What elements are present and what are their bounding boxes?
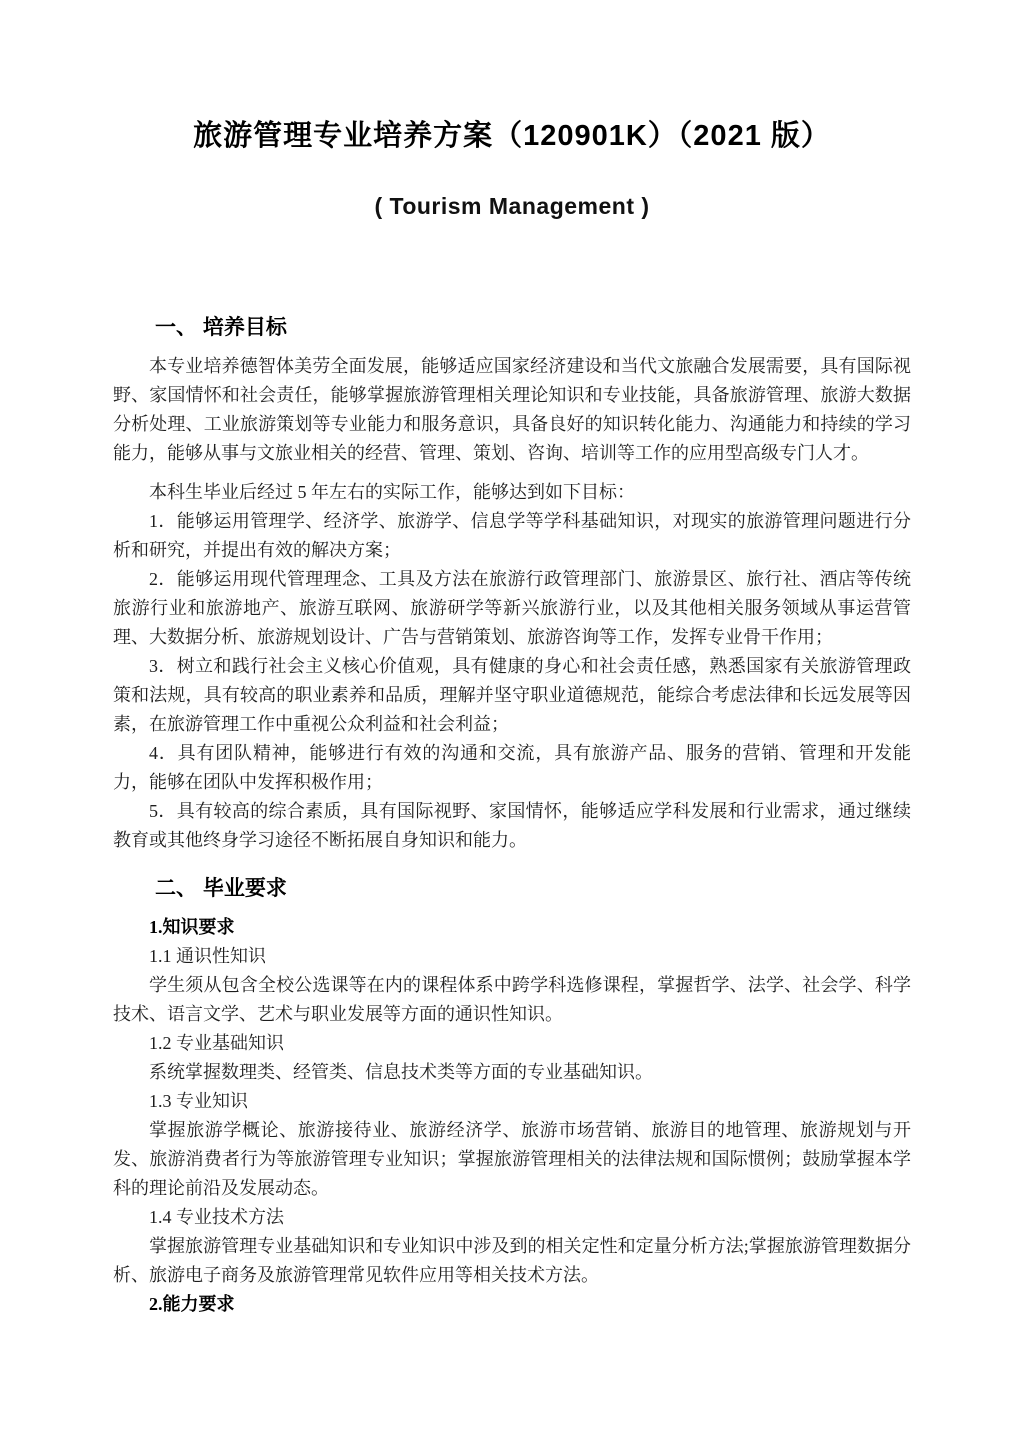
para-professional-knowledge: 掌握旅游学概论、旅游接待业、旅游经济学、旅游市场营销、旅游目的地管理、旅游规划与开发、旅游消费者行为等旅游管理专业知识；掌握旅游管理相关的法律法规和国际惯例；鼓励掌握本学科的理论前沿及发展动态。 bbox=[113, 1120, 911, 1198]
para-general-knowledge: 学生须从包含全校公选课等在内的课程体系中跨学科选修课程，掌握哲学、法学、社会学、科学技术、语言文学、艺术与职业发展等方面的通识性知识。 bbox=[113, 975, 911, 1024]
para-goal-3: 3．树立和践行社会主义核心价值观，具有健康的身心和社会责任感，熟悉国家有关旅游管理政策和法规，具有较高的职业素养和品质，理解并坚守职业道德规范，能综合考虑法律和长远发展等因素，在旅游管理工作中重视公众利益和社会利益； bbox=[113, 656, 911, 734]
document-subtitle: ( Tourism Management ) bbox=[374, 193, 650, 219]
subhead-knowledge-requirements: 1.知识要求 bbox=[149, 917, 235, 937]
para-goal-2: 2．能够运用现代管理理念、工具及方法在旅游行政管理部门、旅游景区、旅行社、酒店等传统旅游行业和旅游地产、旅游互联网、旅游研学等新兴旅游行业，以及其他相关服务领域从事运营管理、大数据分析、旅游规划设计、广告与营销策划、旅游咨询等工作，发挥专业骨干作用； bbox=[113, 569, 911, 647]
section-heading-graduation-requirements: 二、 毕业要求 bbox=[155, 877, 287, 900]
subhead-professional-technical-methods: 1.4 专业技术方法 bbox=[149, 1207, 284, 1227]
para-program-overview: 本专业培养德智体美劳全面发展，能够适应国家经济建设和当代文旅融合发展需要，具有国际视野、家国情怀和社会责任，能够掌握旅游管理相关理论知识和专业技能，具备旅游管理、旅游大数据分析处理、工业旅游策划等专业能力和服务意识，具备良好的知识转化能力、沟通能力和持续的学习能力，能够从事与文旅业相关的经营、管理、策划、咨询、培训等工作的应用型高级专门人才。 bbox=[113, 356, 911, 463]
para-graduate-goals-intro: 本科生毕业后经过 5 年左右的实际工作，能够达到如下目标： bbox=[149, 482, 635, 502]
para-goal-4: 4．具有团队精神，能够进行有效的沟通和交流，具有旅游产品、服务的营销、管理和开发能力，能够在团队中发挥积极作用； bbox=[113, 743, 911, 792]
subhead-ability-requirements: 2.能力要求 bbox=[149, 1294, 235, 1314]
subhead-professional-knowledge: 1.3 专业知识 bbox=[149, 1091, 248, 1111]
section-training-objectives bbox=[113, 352, 911, 855]
para-professional-technical-methods: 掌握旅游管理专业基础知识和专业知识中涉及到的相关定性和定量分析方法;掌握旅游管理数据分析、旅游电子商务及旅游管理常见软件应用等相关技术方法。 bbox=[113, 1236, 911, 1285]
para-goal-5: 5．具有较高的综合素质，具有国际视野、家国情怀，能够适应学科发展和行业需求，通过继续教育或其他终身学习途径不断拓展自身知识和能力。 bbox=[113, 801, 911, 850]
para-professional-basic-knowledge: 系统掌握数理类、经管类、信息技术类等方面的专业基础知识。 bbox=[149, 1062, 653, 1082]
section-heading-training-objectives: 一、 培养目标 bbox=[155, 316, 287, 339]
document-title: 旅游管理专业培养方案（120901K）（2021 版） bbox=[193, 120, 831, 152]
section-graduation-requirements bbox=[113, 913, 911, 1319]
subhead-professional-basic-knowledge: 1.2 专业基础知识 bbox=[149, 1033, 284, 1053]
subhead-general-knowledge: 1.1 通识性知识 bbox=[149, 946, 266, 966]
para-goal-1: 1．能够运用管理学、经济学、旅游学、信息学等学科基础知识，对现实的旅游管理问题进行分析和研究，并提出有效的解决方案； bbox=[113, 511, 911, 560]
